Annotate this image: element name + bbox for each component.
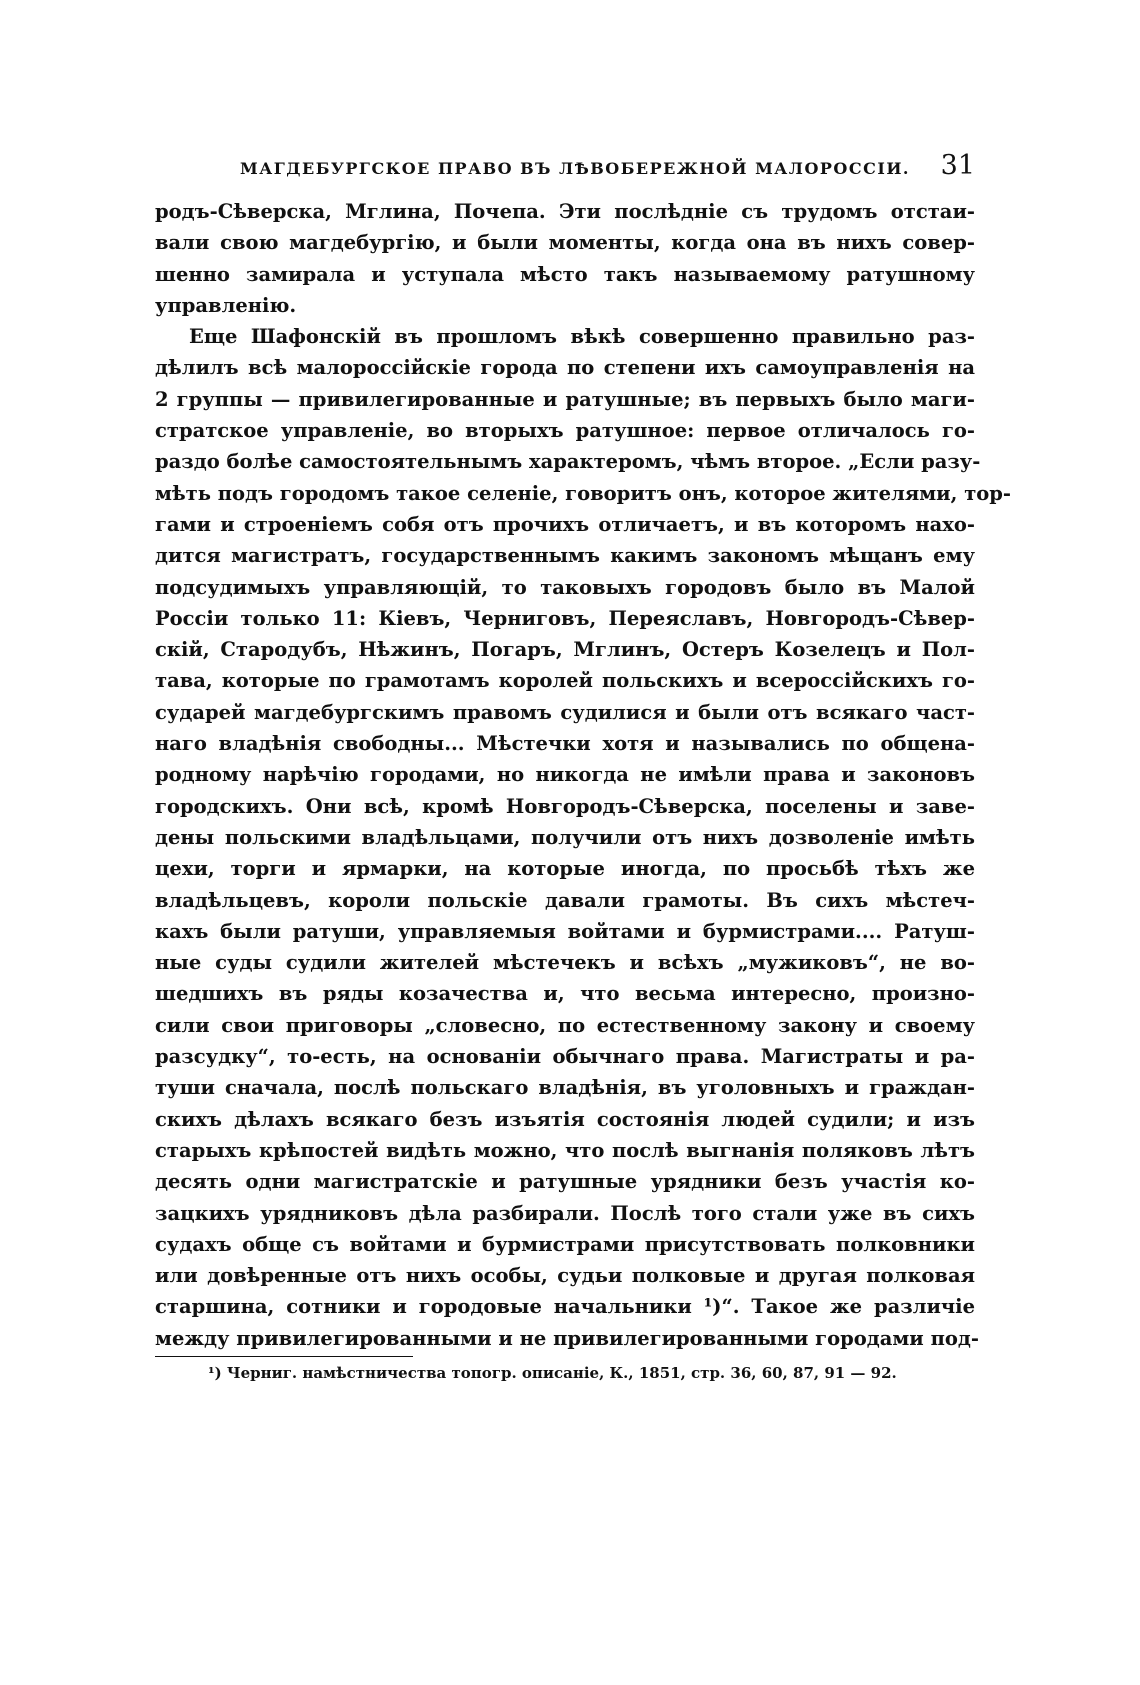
footnote-divider [155, 1356, 413, 1357]
text-line: скій, Стародубъ, Нѣжинъ, Погаръ, Мглинъ, Остеръ Козелецъ и Пол- [155, 638, 975, 662]
text-line: управленію. [155, 293, 297, 317]
text-line: наго владѣнія свободны... Мѣстечки хотя и назывались по общена- [155, 732, 975, 756]
text-line: дится магистратъ, государственнымъ какимъ закономъ мѣщанъ ему [155, 544, 975, 568]
text-line: цехи, торги и ярмарки, на которые иногда, по просьбѣ тѣхъ же [155, 857, 975, 881]
text-line: городскихъ. Они всѣ, кромѣ Новгородъ-Сѣверска, поселены и заве- [155, 794, 975, 818]
text-line: сили свои приговоры „словесно, по естественному закону и своему [155, 1013, 975, 1037]
text-line: 2 группы — привилегированные и ратушные; въ первыхъ было маги- [155, 387, 975, 411]
text-line: десять одни магистратскіе и ратушные урядники безъ участія ко- [155, 1170, 975, 1194]
text-line: или довѣренные отъ нихъ особы, судьи полковые и другая полковая [155, 1264, 975, 1288]
text-line: ные суды судили жителей мѣстечекъ и всѣхъ „мужиковъ“, не во- [155, 951, 975, 975]
text-line: судахъ обще съ войтами и бурмистрами присутствовать полковники [155, 1232, 975, 1256]
body-text [155, 196, 1012, 1354]
running-title: МАГДЕБУРГСКОЕ ПРАВО ВЪ ЛѢВОБЕРЕЖНОЙ МАЛОРОССІИ. [240, 159, 910, 178]
footnote: ¹) Черниг. намѣстничества топогр. описаніе, К., 1851, стр. 36, 60, 87, 91 — 92. [208, 1364, 897, 1382]
text-line: вали свою магдебургію, и были моменты, когда она въ нихъ совер- [155, 231, 975, 255]
page-header [240, 150, 975, 181]
text-line: владѣльцевъ, короли польскіе давали грамоты. Въ сихъ мѣстеч- [155, 888, 975, 912]
text-line: шедшихъ въ ряды козачества и, что весьма интересно, произно- [155, 982, 975, 1006]
text-line: между привилегированными и не привилегированными городами под- [155, 1326, 979, 1350]
text-line: дѣлилъ всѣ малороссійскіе города по степени ихъ самоуправленія на [155, 356, 975, 380]
text-line: родъ-Сѣверска, Мглина, Почепа. Эти послѣдніе съ трудомъ отстаи- [155, 200, 975, 223]
text-line: шенно замирала и уступала мѣсто такъ называемому ратушному [155, 262, 975, 286]
text-line: гами и строеніемъ собя отъ прочихъ отличаетъ, и въ которомъ нахо- [155, 512, 975, 536]
text-line: зацкихъ урядниковъ дѣла разбирали. Послѣ того стали уже въ сихъ [155, 1201, 975, 1225]
text-line: стратское управленіе, во вторыхъ ратушное: первое отличалось го- [155, 419, 975, 443]
text-line: Россіи только 11: Кіевъ, Черниговъ, Переяславъ, Новгородъ-Сѣвер- [155, 606, 975, 630]
text-line: мѣть подъ городомъ такое селеніе, говоритъ онъ, которое жителями, тор- [155, 481, 1012, 505]
text-line: скихъ дѣлахъ всякаго безъ изъятія состоянія людей судили; и изъ [155, 1107, 975, 1131]
page-number: 31 [940, 150, 975, 181]
text-line: старыхъ крѣпостей видѣть можно, что послѣ выгнанія поляковъ лѣтъ [155, 1138, 975, 1162]
text-line: разсудку“, то-есть, на основаніи обычнаго права. Магистраты и ра- [155, 1045, 975, 1069]
text-line: Еще Шафонскій въ прошломъ вѣкѣ совершенно правильно раз- [189, 325, 975, 349]
text-line: подсудимыхъ управляющій, то таковыхъ городовъ было въ Малой [155, 575, 975, 599]
text-line: тава, которые по грамотамъ королей польскихъ и всероссійскихъ го- [155, 669, 975, 693]
text-line: родному нарѣчію городами, но никогда не имѣли права и законовъ [155, 763, 975, 787]
text-line: кахъ были ратуши, управляемыя войтами и бурмистрами.... Ратуш- [155, 919, 975, 943]
text-line: дены польскими владѣльцами, получили отъ нихъ дозволеніе имѣть [155, 825, 975, 849]
text-line: туши сначала, послѣ польскаго владѣнія, въ уголовныхъ и граждан- [155, 1076, 975, 1100]
text-line: сударей магдебургскимъ правомъ судилися и были отъ всякаго част- [155, 700, 975, 724]
text-line: старшина, сотники и городовые начальники ¹)“. Такое же различіе [155, 1295, 975, 1319]
text-line: раздо болѣе самостоятельнымъ характеромъ, чѣмъ второе. „Если разу- [155, 450, 981, 474]
